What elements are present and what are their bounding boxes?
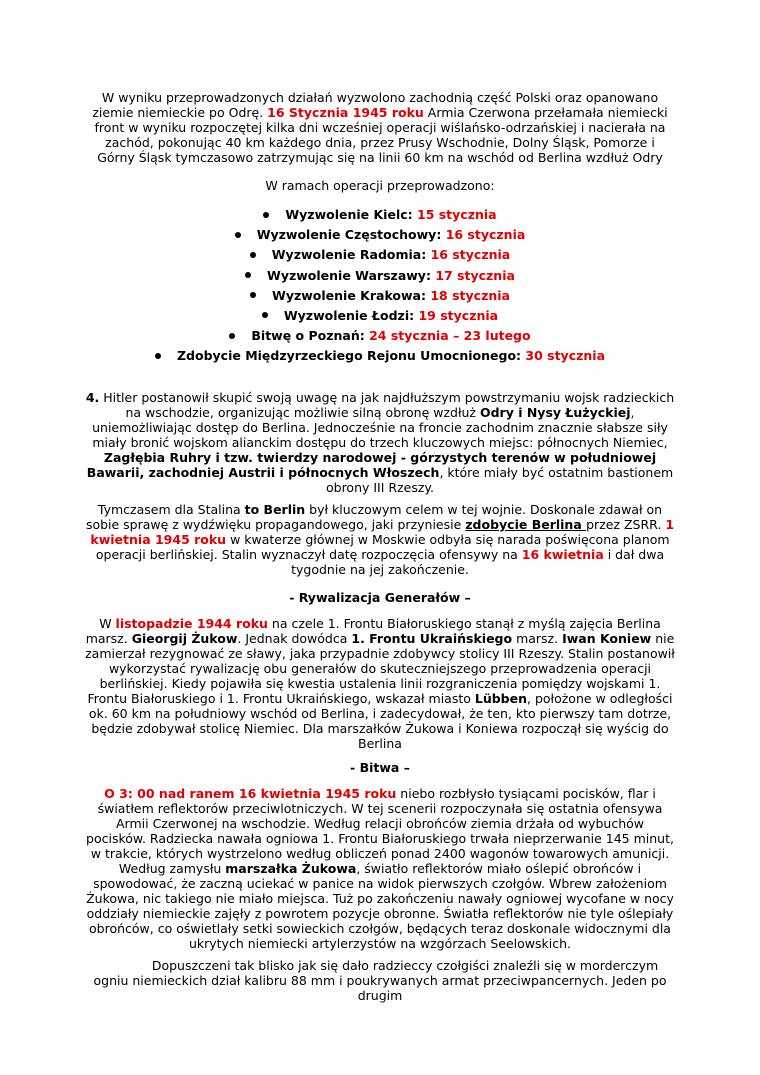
list-item: Bitwę o Poznań: 24 stycznia – 23 lutego (85, 326, 675, 346)
list-item: Wyzwolenie Łodzi: 19 stycznia (85, 306, 675, 326)
section-heading-battle: - Bitwa – (350, 760, 410, 775)
bullet-icon (229, 333, 235, 339)
bullet-icon (250, 292, 256, 298)
list-item: Wyzwolenie Warszawy: 17 stycznia (85, 266, 675, 286)
date-highlight: 16 Stycznia 1945 roku (267, 105, 424, 120)
paragraph-hitler-defense: 4. Hitler postanowił skupić swoją uwagę na jak najdłuższym powstrzymaniu wojsk radzieckich na wschodzie, organizując możliwie silną obronę wzdłuż Odry i Nysy Łużyckiej, uniemożliwiając dostęp do Berlina. Jednocześnie na froncie zachodnim znacznie słabsze siły miały bronić wojskom aliancki​m dostępu do trzech kluczowych miejsc: północnych Niemiec, Zagłębia Ruhry i tzw. twierdzy narodowej - górzystych terenów w południowej Bawarii, zachodniej Austrii i północnych Włoszech, które miały być ostatnim bastionem obrony III Rzeszy. (85, 390, 675, 495)
text: W wyniku przeprowadzonych działań wyzwolono zachodnią część Polski oraz opanowano ziemie niemieckie po Odrę. (92, 90, 659, 120)
section-heading-rivalry: - Rywalizacja Generałów – (289, 590, 471, 605)
bullet-icon (155, 353, 161, 359)
text: Armia Czerwona przełamała niemiecki front w wyniku rozpoczętej kilka dni wcześniej operacji wiślańsko-odrzańskiej i nacierała na zachód, pokonując 40 km każdego dnia, przez Prusy Wschodnie, Dolny Śląsk, Pomorze i Górny Śląsk tymczasowo zatrzymując się na linii 60 km na wschód od Berlina wzdłuż Odry (94, 105, 668, 165)
paragraph-battle: O 3: 00 nad ranem 16 kwietnia 1945 roku niebo rozbłysło tysiącami pocisków, flar i światłem reflektorów przeciwlotniczych. W tej scenerii rozpoczynała się ostatnia ofensywa Armii Czerwonej na wschodzie. Według relacji obrońców ziemia drżała od wybuchów pocisków. Radziecka nawała ogniowa 1. Frontu Białoruskiego trwała nieprzerwanie 145 minut, w trakcie, których wystrzelono według obliczeń ponad 2400 wagonów towarowych amunicji. Według zamysłu marszałka Żukowa, światło reflektorów miało oślepić obrońców i spowodować, że zaczną uciekać w panice na widok pierwszych czołgów. Wbrew założeniom Żukowa, nic takiego nie miało miejsca. Tuż po zakończeniu nawały ogniowej wycofane w nocy oddziały niemieckie zajęły z powrotem pozycje obronne. Światła reflektorów nie tyle oślepiały obrońców, co oświetlały setki sowieckich czołgów, będących teraz doskonale widocznymi dla ukrytych niemiecki artylerzystów na wzgórzach Seelowskich. (86, 786, 674, 951)
list-item: Wyzwolenie Krakowa: 18 stycznia (85, 286, 675, 306)
bullet-icon (262, 312, 268, 318)
list-item: Zdobycie Międzyrzeckiego Rejonu Umocnionego: 30 stycznia (85, 346, 675, 366)
bullet-icon (245, 272, 251, 278)
list-item: Wyzwolenie Kielc: 15 stycznia (85, 205, 675, 225)
bullet-icon (250, 252, 256, 258)
bullet-icon (235, 232, 241, 238)
section-number: 4. (85, 390, 100, 405)
paragraph-stalin-berlin: Tymczasem dla Stalina to Berlin był kluczowym celem w tej wojnie. Doskonale zdawał on sobie sprawę z wydźwięku propagandowego, jaki przyniesie zdobycie Berlina przez ZSRR. 1 kwietnia 1945 roku w kwaterze głównej w Moskwie odbyła się narada poświęcona planom operacji berlińskiej. Stalin wyznaczył datę rozpoczęcia ofensywy na 16 kwietnia i dał dwa tygodnie na jej zakończenie. (85, 502, 675, 577)
bullet-icon (263, 212, 269, 218)
paragraph-vistula-oder (85, 90, 675, 165)
paragraph-generals-rivalry: W listopadzie 1944 roku na czele 1. Frontu Białoruskiego stanął z myślą zajęcia Berlina marsz. Gieorgij Żukow. Jednak dowódca 1. Frontu Ukraińskiego marsz. Iwan Koniew nie zamierzał rezygnować ze sławy, jaka przypadnie zdobywcy stolicy III Rzeszy. Stalin postanowił wykorzystać rywalizację obu generałów do skuteczniejszego przeprowadzenia operacji berlińskiej. Kiedy pojawiła się kwestia ustalenia linii rozgraniczenia pomiędzy wojskami 1. Frontu Białoruskiego i 1. Frontu Ukraińskiego, wskazał miasto Lübben, położone w odległości ok. 60 km na południowy wschód od Berlina, i zadecydował, że ten, kto pierwszy tam dotrze, będzie zdobywał stolicę Niemiec. Dla marszałków Żukowa i Koniewa rozpoczął się wyścig do Berlina (85, 616, 675, 751)
list-item: Wyzwolenie Częstochowy: 16 stycznia (85, 225, 675, 245)
paragraph-tank-crews: Dopuszczeni tak blisko jak się dało radzieccy czołgiści znaleźli się w morderczym ogniu niemieckich dział kalibru 88 mm i poukrywanych armat przeciwpancernych. Jeden po drugim (93, 958, 667, 1003)
list-item: Wyzwolenie Radomia: 16 stycznia (85, 245, 675, 265)
operations-intro: W ramach operacji przeprowadzono: (265, 178, 495, 193)
operations-list (85, 205, 675, 367)
